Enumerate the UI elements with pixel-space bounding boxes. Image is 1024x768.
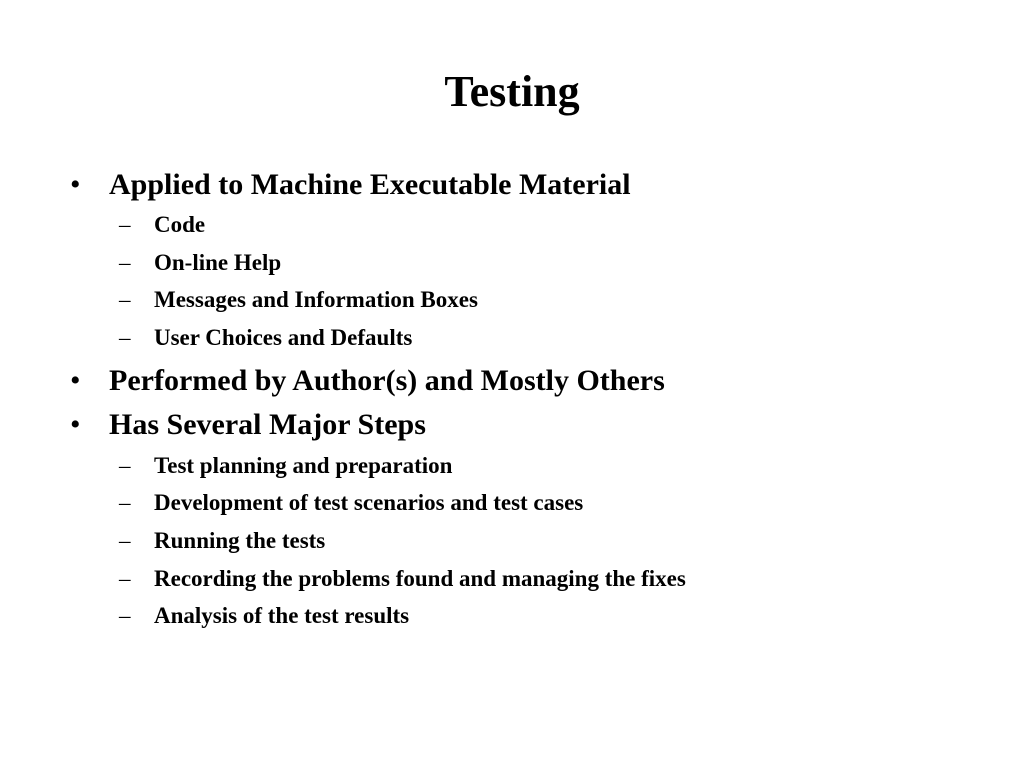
- sub-bullet-item: [119, 211, 205, 239]
- sub-bullet-text: On-line Help: [154, 250, 282, 275]
- bullet-item: [70, 363, 665, 399]
- sub-bullet-item: [119, 565, 686, 593]
- sub-bullet-marker: –: [119, 325, 131, 350]
- sub-bullet-text: Analysis of the test results: [154, 603, 410, 628]
- bullet-item: [70, 407, 426, 443]
- sub-bullet-marker: –: [119, 287, 131, 312]
- sub-bullet-item: [119, 249, 281, 277]
- slide-title: Testing: [444, 67, 580, 116]
- bullet-marker: •: [70, 364, 81, 397]
- sub-bullet-item: [119, 452, 452, 480]
- bullet-text: Has Several Major Steps: [109, 408, 426, 441]
- sub-bullet-text: Recording the problems found and managing the fixes: [154, 566, 686, 591]
- sub-bullet-text: User Choices and Defaults: [154, 325, 413, 350]
- sub-bullet-item: [119, 527, 325, 555]
- sub-bullet-item: [119, 324, 412, 352]
- sub-bullet-marker: –: [119, 603, 131, 628]
- sub-bullet-marker: –: [119, 453, 131, 478]
- sub-bullet-marker: –: [119, 250, 131, 275]
- sub-bullet-marker: –: [119, 566, 131, 591]
- sub-bullet-marker: –: [119, 212, 131, 237]
- bullet-text: Performed by Author(s) and Mostly Others: [109, 364, 665, 397]
- sub-bullet-marker: –: [119, 490, 131, 515]
- bullet-marker: •: [70, 408, 81, 441]
- sub-bullet-text: Test planning and preparation: [154, 453, 453, 478]
- sub-bullet-marker: –: [119, 528, 131, 553]
- sub-bullet-text: Running the tests: [154, 528, 326, 553]
- sub-bullet-item: [119, 286, 478, 314]
- sub-bullet-item: [119, 602, 409, 630]
- sub-bullet-text: Messages and Information Boxes: [154, 287, 478, 312]
- sub-bullet-text: Code: [154, 212, 206, 237]
- bullet-text: Applied to Machine Executable Material: [109, 168, 631, 201]
- sub-bullet-text: Development of test scenarios and test cases: [154, 490, 584, 515]
- sub-bullet-item: [119, 489, 583, 517]
- bullet-item: [70, 167, 631, 203]
- bullet-marker: •: [70, 168, 81, 201]
